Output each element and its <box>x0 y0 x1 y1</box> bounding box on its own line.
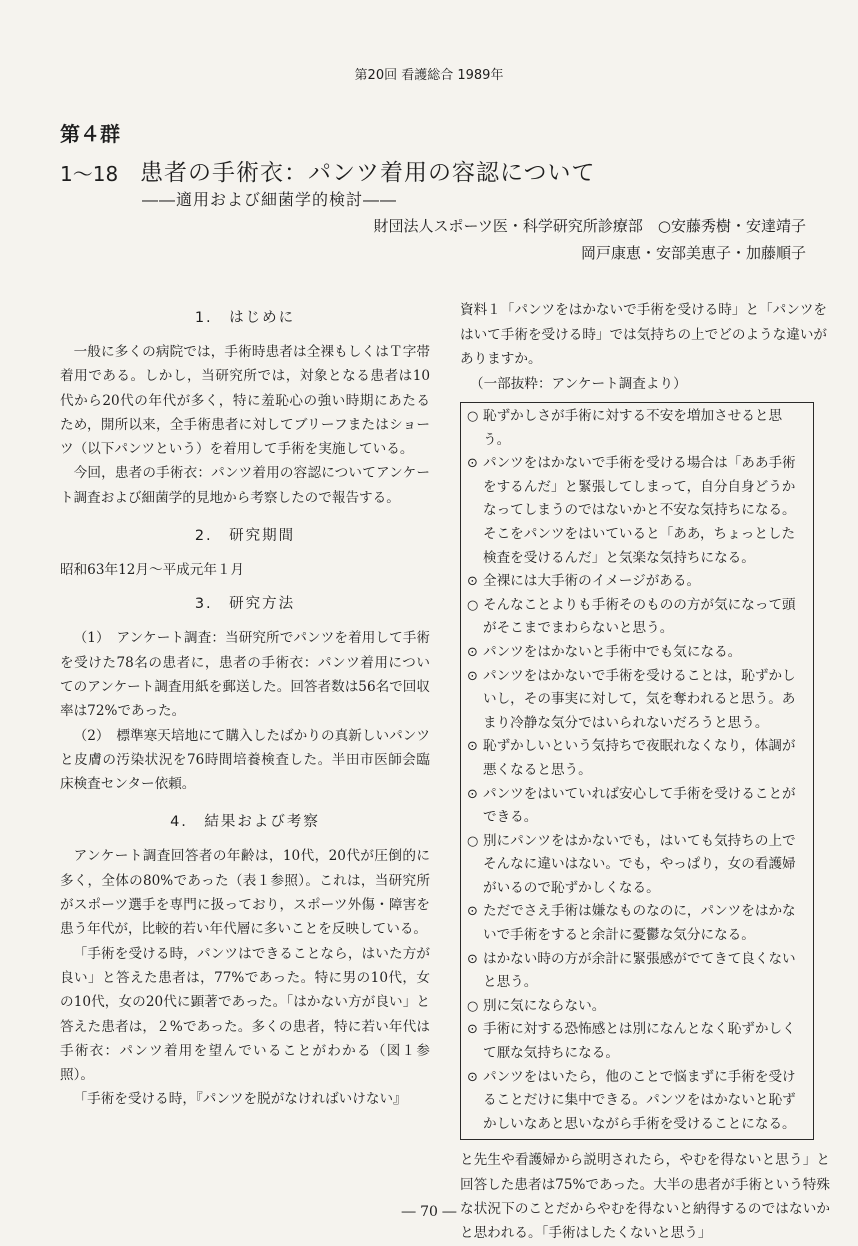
box-item: ○ そんなことよりも手術そのものの方が気になって頭がそこまでまわらないと思う。 <box>467 594 805 641</box>
section-heading-results: 4. 結果および考察 <box>170 814 320 831</box>
bullet-circle-icon: ○ <box>467 597 479 613</box>
bullet-circle-icon: ○ <box>467 833 479 849</box>
bullet-circle-icon: ⊙ <box>467 1069 478 1085</box>
bullet-circle-icon: ○ <box>467 409 479 424</box>
intro-paragraph-2: 今回，患者の手術衣：パンツ着用の容認についてアンケート調査および細菌学的見地から考察したので報告する。 <box>60 465 430 506</box>
box-item: ⊙ パンツをはかないで手術を受けることは，恥ずかしいし，その事実に対して，気を奪われると思う。あまり冷静な気分ではいられないだろうと思う。 <box>467 665 805 736</box>
material-note: （一部抜粋：アンケート調査より） <box>470 375 687 392</box>
bullet-circle-icon: ⊙ <box>467 951 478 967</box>
author-line-2: 岡戸康恵・安部美恵子・加藤順子 <box>580 244 806 262</box>
results-paragraph-2: 「手術を受ける時，パンツはできることなら，はいた方が良い」と答えた患者は，77%であった。特に男の10代，女の10代，女の20代に顕著であった。「はかない方が良い」と答えた患者は，２%であった。多くの患者，特に若い年代は手術衣：パンツ着用を望んでいることがわかる（図１参照）。 <box>60 945 430 1084</box>
bullet-circle-icon: ⊙ <box>467 456 478 472</box>
bullet-circle-icon: ⊙ <box>467 1022 478 1038</box>
methods-paragraph-2: （2） 標準寒天培地にて購入したばかりの真新しいパンツと皮膚の汚染状況を76時間培養検査した。半田市医師会臨床検査センター依頼。 <box>60 727 430 793</box>
box-item: ○ 別に気にならない。 <box>467 995 805 1019</box>
bullet-circle-icon: ⊙ <box>467 574 478 590</box>
bullet-circle-icon: ⊙ <box>467 644 478 660</box>
methods-paragraph-1: （1） アンケート調査：当研究所でパンツを着用して手術を受けた78名の患者に，患者の手術衣：パンツ着用についてのアンケート調査用紙を郵送した。回答者数は56名で回収率は72%であった。 <box>60 630 430 720</box>
bullet-circle-icon: ⊙ <box>467 668 478 684</box>
box-item: ⊙ 恥ずかしいという気持ちで夜眠れなくなり，体調が悪くなると思う。 <box>467 735 805 782</box>
box-item: ⊙ パンツをはかないで手術を受ける場合は「ああ手術をするんだ」と緊張してしまって，自分自身どうかなってしまうのではないかと不安な気持ちになる。そこをパンツをはいていると「ああ，ちょっとした検査を受けるんだ」と気楽な気持ちになる。 <box>467 452 805 570</box>
bullet-circle-icon: ⊙ <box>467 739 478 755</box>
box-item: ⊙ 手術に対する恐怖感とは別になんとなく恥ずかしくて厭な気持ちになる。 <box>467 1018 805 1065</box>
paper-title: 患者の手術衣：パンツ着用の容認について <box>140 160 596 186</box>
survey-excerpt-box <box>460 402 814 1140</box>
results-continued-paragraph: と先生や看護婦から説明されたら，やむを得ないと思う」と回答した患者は75%であった。大半の患者が手術という特殊な状況下のことだからやむを得ないと納得するのではないかと思われる。「手術はしたくないと思う」 <box>460 1152 830 1242</box>
box-item: ⊙ パンツをはいたら，他のことで悩まずに手術を受けることだけに集中できる。パンツをはかないと恥ずかしいなあと思いながら手術を受けることになる。 <box>467 1066 805 1137</box>
box-item: ⊙ パンツをはいていれば安心して手術を受けることができる。 <box>467 783 805 830</box>
results-paragraph-3: 「手術を受ける時，『パンツを脱がなければいけない』 <box>73 1091 407 1108</box>
page-number: ― 70 ― <box>401 1204 457 1220</box>
results-paragraph-1: アンケート調査回答者の年齢は，10代，20代が圧倒的に多く，全体の80%であった（表１参照）。これは，当研究所がスポーツ選手を専門に扱っており，スポーツ外傷・障害を患う年代が，比較的若い年代層に多いことを反映している。 <box>60 848 430 938</box>
bullet-circle-icon: ⊙ <box>467 904 478 920</box>
paper-subtitle: ――適用および細菌学的検討―― <box>142 190 398 209</box>
period-paragraph: 昭和63年12月～平成元年１月 <box>60 562 245 579</box>
running-header: 第20回 看護総合 1989年 <box>354 68 504 83</box>
bullet-circle-icon: ⊙ <box>467 786 478 802</box>
paper-number: 1～18 <box>60 162 119 186</box>
group-label: 第４群 <box>60 122 120 146</box>
bullet-circle-icon: ○ <box>467 998 479 1014</box>
left-column <box>60 306 430 1112</box>
box-item: ⊙ はかない時の方が余計に緊張感がでてきて良くないと思う。 <box>467 948 805 995</box>
material-title: 資料１「パンツをはかないで手術を受ける時」と「パンツをはいて手術を受ける時」では気持ちの上でどのような違いがありますか。 <box>460 302 828 367</box>
box-item: ⊙ 全裸には大手術のイメージがある。 <box>467 570 805 594</box>
section-heading-methods: 3. 研究方法 <box>194 596 296 613</box>
box-item: ○ 別にパンツをはかないでも，はいても気持ちの上でそんなに違いはない。でも，やっぱり，女の看護婦がいるので恥ずかしくなる。 <box>467 830 805 901</box>
box-item: ○ 恥ずかしさが手術に対する不安を増加させると思う。 <box>467 405 805 452</box>
box-item: ⊙ ただでさえ手術は嫌なものなのに，パンツをはかないで手術をすると余計に憂鬱な気分になる。 <box>467 900 805 947</box>
right-column <box>460 298 830 1246</box>
box-item: ⊙ パンツをはかないと手術中でも気になる。 <box>467 641 805 665</box>
section-heading-period: 2. 研究期間 <box>194 528 296 545</box>
author-line-1: 財団法人スポーツ医・科学研究所診療部 ○安藤秀樹・安達靖子 <box>373 217 806 235</box>
intro-paragraph-1: 一般に多くの病院では，手術時患者は全裸もしくはＴ字帯着用である。しかし，当研究所では，対象となる患者は10代から20代の年代が多く，特に羞恥心の強い時期にあたるため，開所以来，全手術患者に対してブリーフまたはショーツ（以下パンツという）を着用して手術を実施している。 <box>60 344 430 458</box>
section-heading-intro: 1. はじめに <box>194 310 296 326</box>
